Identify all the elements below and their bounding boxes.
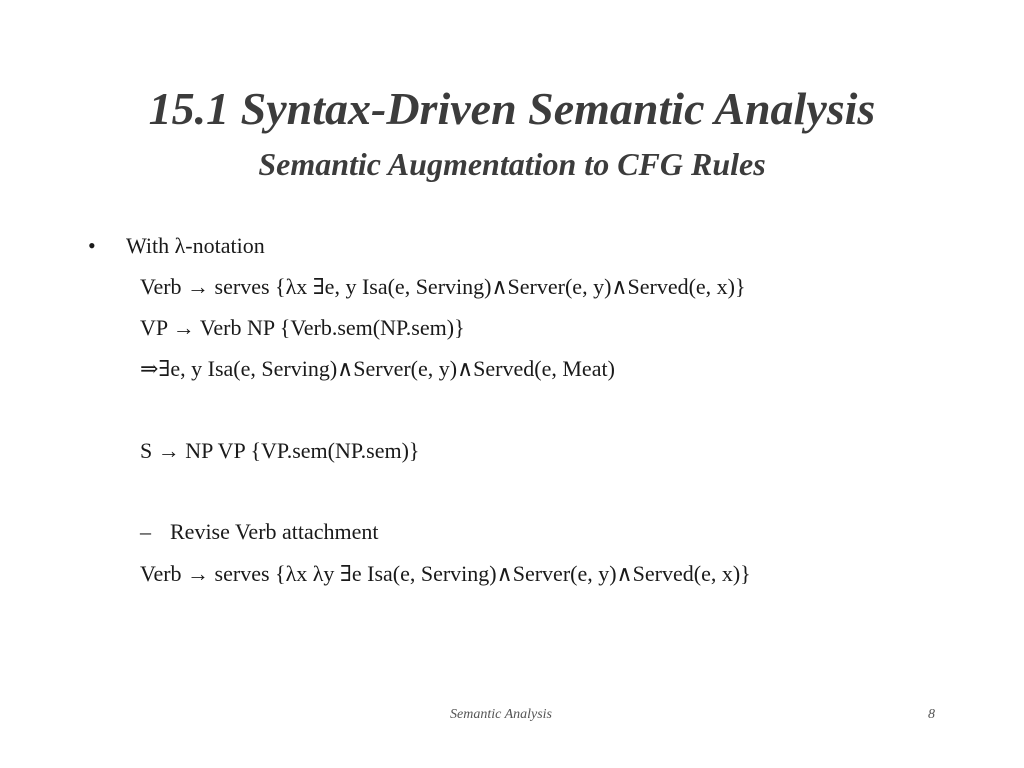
verb-rule: Verb → serves {λx ∃e, y Isa(e, Serving)∧Server(e, y)∧Served(e, x)}	[140, 274, 746, 299]
page-number: 8	[928, 707, 935, 722]
vp-rule: VP → Verb NP {Verb.sem(NP.sem)}	[140, 315, 465, 340]
dash-marker: –	[140, 519, 151, 544]
bullet-marker: •	[88, 233, 96, 258]
s-rule: S → NP VP {VP.sem(NP.sem)}	[140, 438, 420, 463]
slide-title: 15.1 Syntax-Driven Semantic Analysis	[148, 83, 876, 134]
verb-rule-revised: Verb → serves {λx λy ∃e Isa(e, Serving)∧Server(e, y)∧Served(e, x)}	[140, 561, 751, 586]
implies-line: ⇒∃e, y Isa(e, Serving)∧Server(e, y)∧Served(e, Meat)	[140, 356, 615, 381]
slide-subtitle: Semantic Augmentation to CFG Rules	[258, 146, 766, 182]
bullet-text: With λ-notation	[126, 233, 265, 258]
revise-text: Revise Verb attachment	[170, 519, 379, 544]
footer-label: Semantic Analysis	[450, 707, 553, 722]
